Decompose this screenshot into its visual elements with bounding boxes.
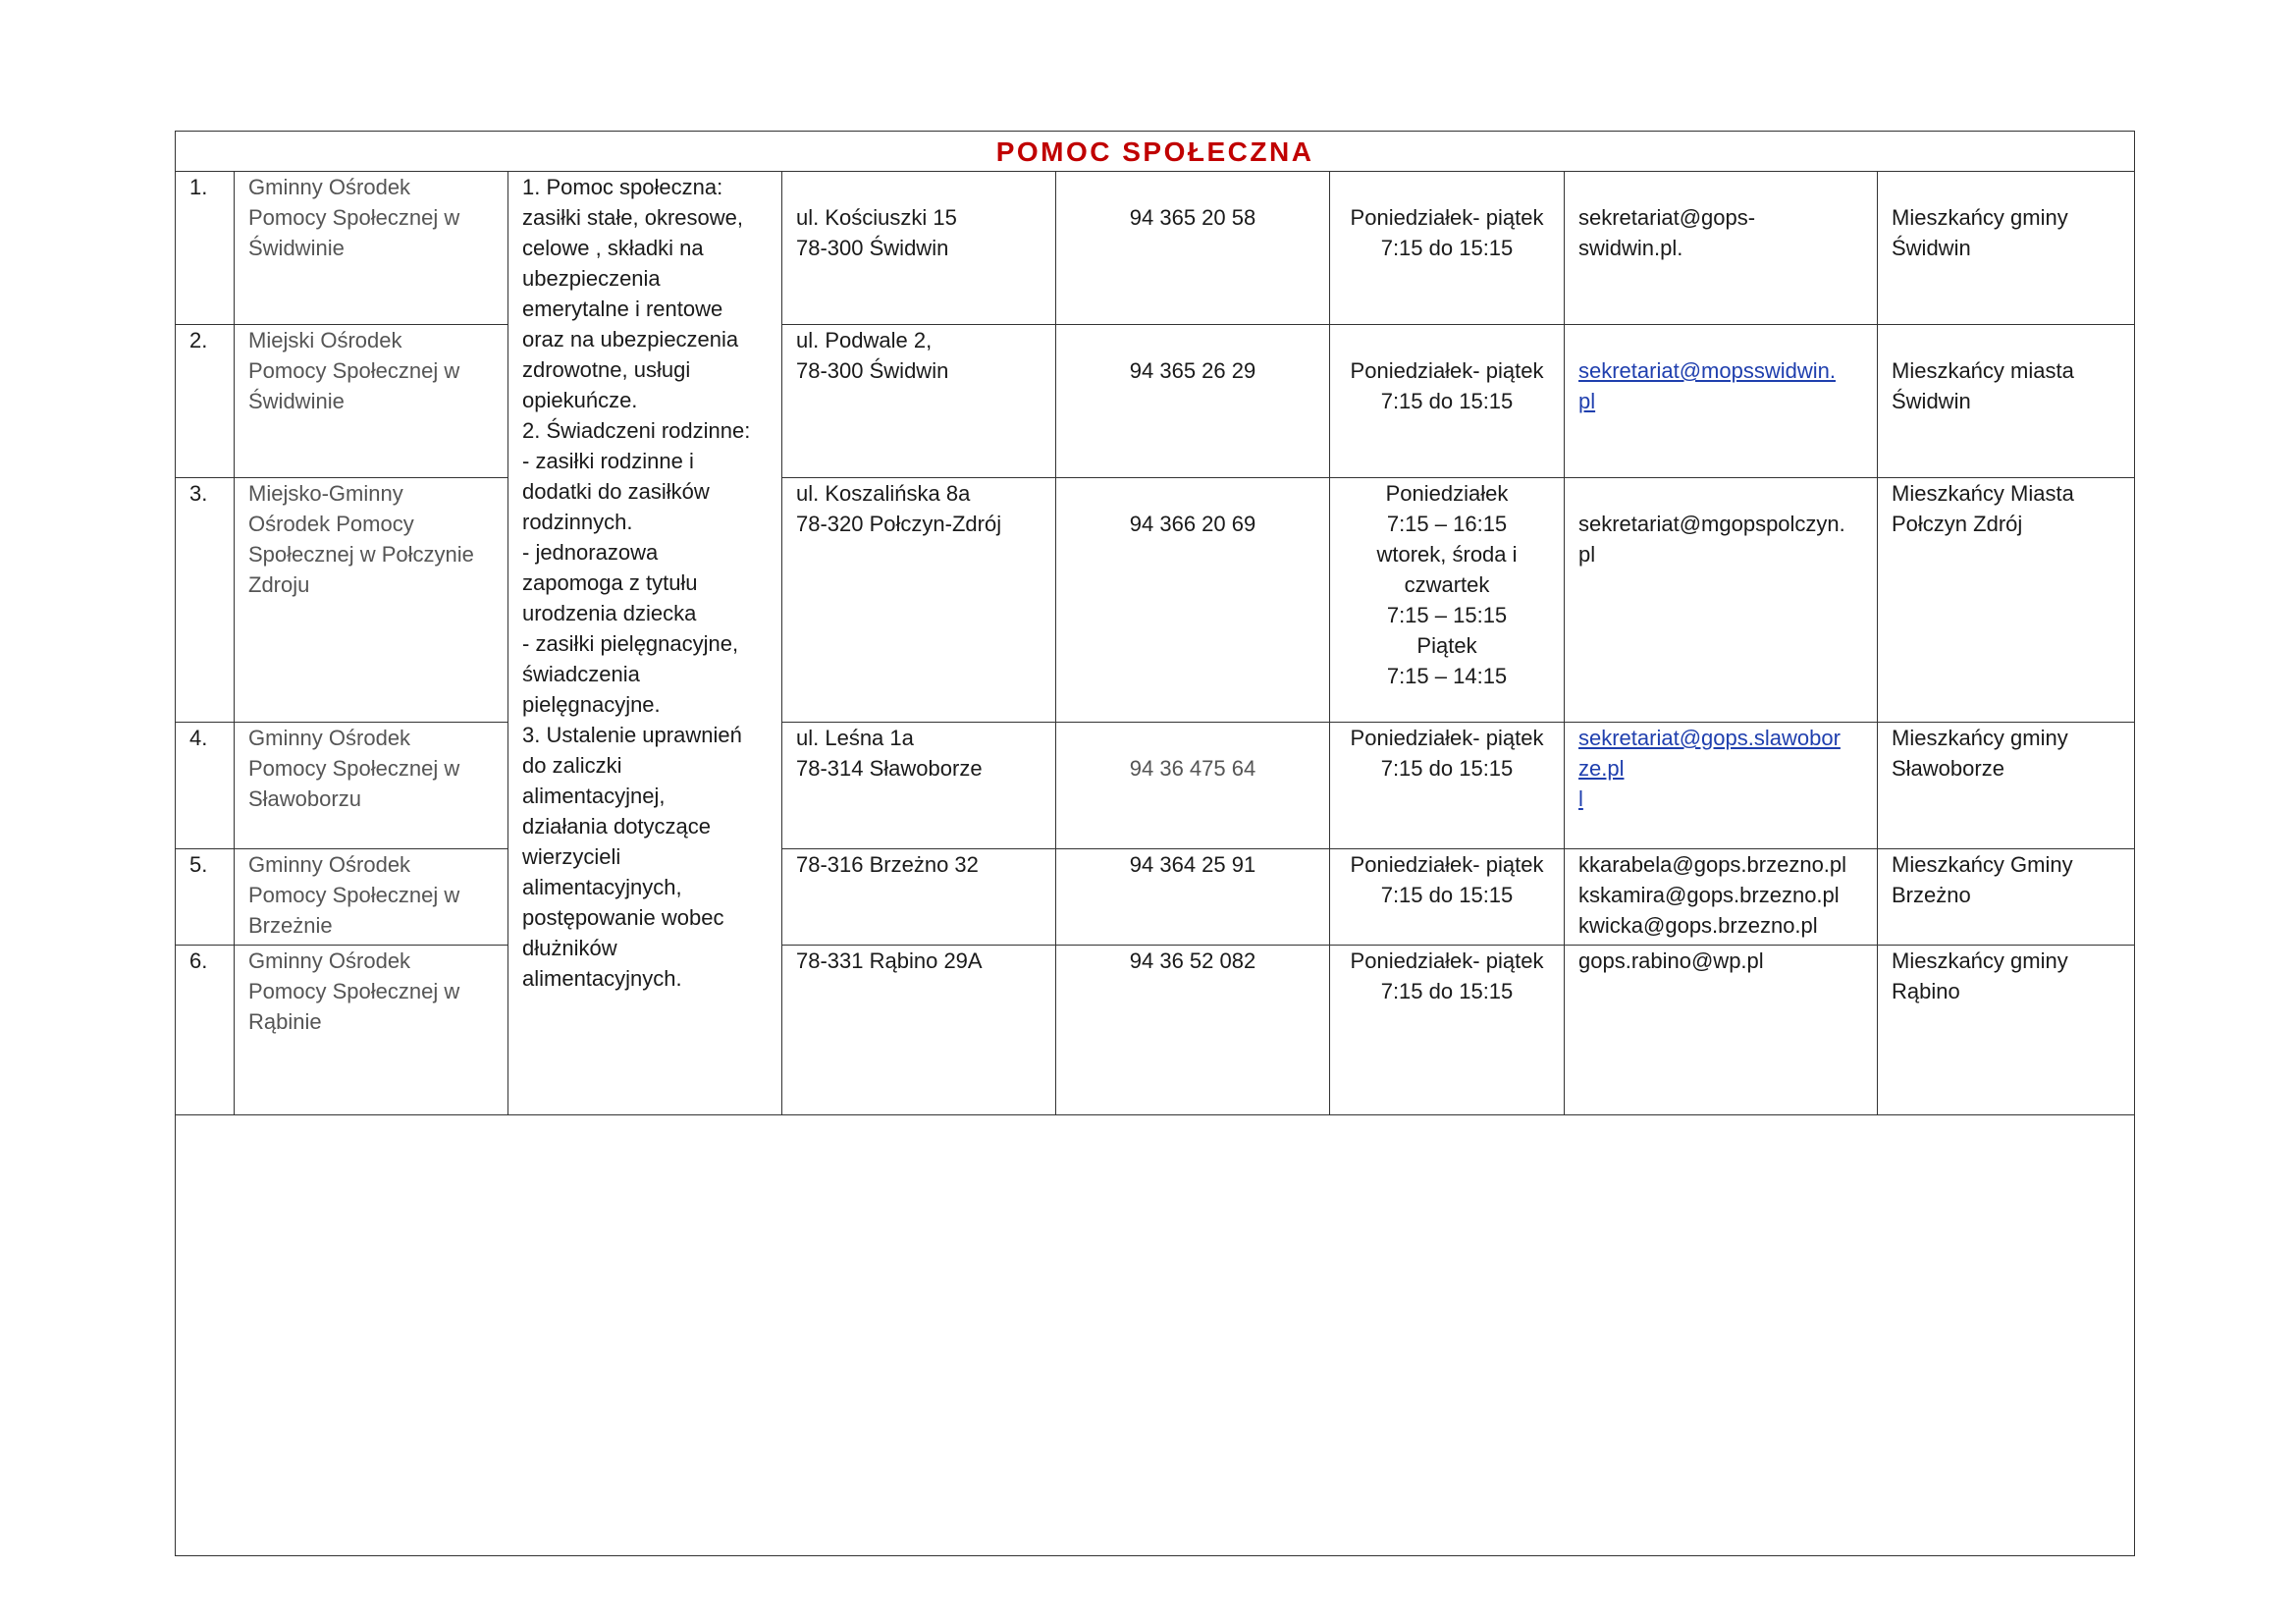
row-number: 6. (176, 946, 235, 1115)
address: ul. Leśna 1a 78-314 Sławoborze (782, 723, 1056, 849)
email: kkarabela@gops.brzezno.pl kskamira@gops.brzezno.pl kwicka@gops.brzezno.pl (1565, 849, 1878, 946)
residents: Mieszkańcy Miasta Połczyn Zdrój (1878, 478, 2135, 723)
institution-name: Gminny Ośrodek Pomocy Społecznej w Sławoborzu (235, 723, 508, 849)
table-row (176, 723, 2135, 849)
email: sekretariat@mgopspolczyn. pl (1565, 478, 1878, 723)
phone: 94 366 20 69 (1056, 478, 1330, 723)
address: ul. Koszalińska 8a 78-320 Połczyn-Zdrój (782, 478, 1056, 723)
email: sekretariat@gops- swidwin.pl. (1565, 172, 1878, 325)
institution-name: Gminny Ośrodek Pomocy Społecznej w Rąbinie (235, 946, 508, 1115)
table-title: POMOC SPOŁECZNA (176, 132, 2135, 172)
row-number: 4. (176, 723, 235, 849)
address: ul. Podwale 2, 78-300 Świdwin (782, 325, 1056, 478)
address: 78-331 Rąbino 29A (782, 946, 1056, 1115)
empty-area (176, 1115, 2135, 1556)
row-number: 2. (176, 325, 235, 478)
residents: Mieszkańcy Gminy Brzeżno (1878, 849, 2135, 946)
row-number: 1. (176, 172, 235, 325)
services-description: 1. Pomoc społeczna: zasiłki stałe, okresowe, celowe , składki na ubezpieczenia emerytalne i rentowe oraz na ubezpieczenia zdrowotne, usługi opiekuńcze. 2. Świadczeni rodzinne: - zasiłki rodzinne i dodatki do zasiłków rodzinnych. - jednorazowa zapomoga z tytułu urodzenia dziecka - zasiłki pielęgnacyjne, świadczenia pielęgnacyjne. 3. Ustalenie uprawnień do zaliczki alimentacyjnej, działania dotyczące wierzycieli alimentacyjnych, postępowanie wobec dłużników alimentacyjnych. (508, 172, 782, 1115)
address: 78-316 Brzeżno 32 (782, 849, 1056, 946)
phone: 94 365 20 58 (1056, 172, 1330, 325)
email-link-text[interactable]: sekretariat@gops.slawobor ze.pl l (1578, 726, 1841, 811)
office-hours: Poniedziałek- piątek 7:15 do 15:15 (1330, 723, 1565, 849)
phone: 94 36 52 082 (1056, 946, 1330, 1115)
institution-name: Miejski Ośrodek Pomocy Społecznej w Świdwinie (235, 325, 508, 478)
email-link[interactable] (1565, 325, 1878, 478)
address: ul. Kościuszki 15 78-300 Świdwin (782, 172, 1056, 325)
email-link[interactable] (1565, 723, 1878, 849)
table-row (176, 172, 2135, 325)
email-link-text[interactable]: sekretariat@mopsswidwin. pl (1578, 358, 1836, 413)
residents: Mieszkańcy miasta Świdwin (1878, 325, 2135, 478)
residents: Mieszkańcy gminy Sławoborze (1878, 723, 2135, 849)
table-row (176, 325, 2135, 478)
office-hours: Poniedziałek- piątek 7:15 do 15:15 (1330, 172, 1565, 325)
institution-name: Gminny Ośrodek Pomocy Społecznej w Brzeżnie (235, 849, 508, 946)
institution-name: Miejsko-Gminny Ośrodek Pomocy Społecznej w Połczynie Zdroju (235, 478, 508, 723)
office-hours: Poniedziałek- piątek 7:15 do 15:15 (1330, 325, 1565, 478)
office-hours: Poniedziałek 7:15 – 16:15 wtorek, środa i czwartek 7:15 – 15:15 Piątek 7:15 – 14:15 (1330, 478, 1565, 723)
row-number: 5. (176, 849, 235, 946)
phone: 94 36 475 64 (1056, 723, 1330, 849)
phone: 94 364 25 91 (1056, 849, 1330, 946)
institution-name: Gminny Ośrodek Pomocy Społecznej w Świdwinie (235, 172, 508, 325)
table-row (176, 478, 2135, 723)
office-hours: Poniedziałek- piątek 7:15 do 15:15 (1330, 849, 1565, 946)
social-assistance-table (175, 131, 2135, 1556)
office-hours: Poniedziałek- piątek 7:15 do 15:15 (1330, 946, 1565, 1115)
table-row (176, 946, 2135, 1115)
empty-row (176, 1115, 2135, 1556)
row-number: 3. (176, 478, 235, 723)
phone: 94 365 26 29 (1056, 325, 1330, 478)
table-row (176, 849, 2135, 946)
residents: Mieszkańcy gminy Rąbino (1878, 946, 2135, 1115)
residents: Mieszkańcy gminy Świdwin (1878, 172, 2135, 325)
email: gops.rabino@wp.pl (1565, 946, 1878, 1115)
